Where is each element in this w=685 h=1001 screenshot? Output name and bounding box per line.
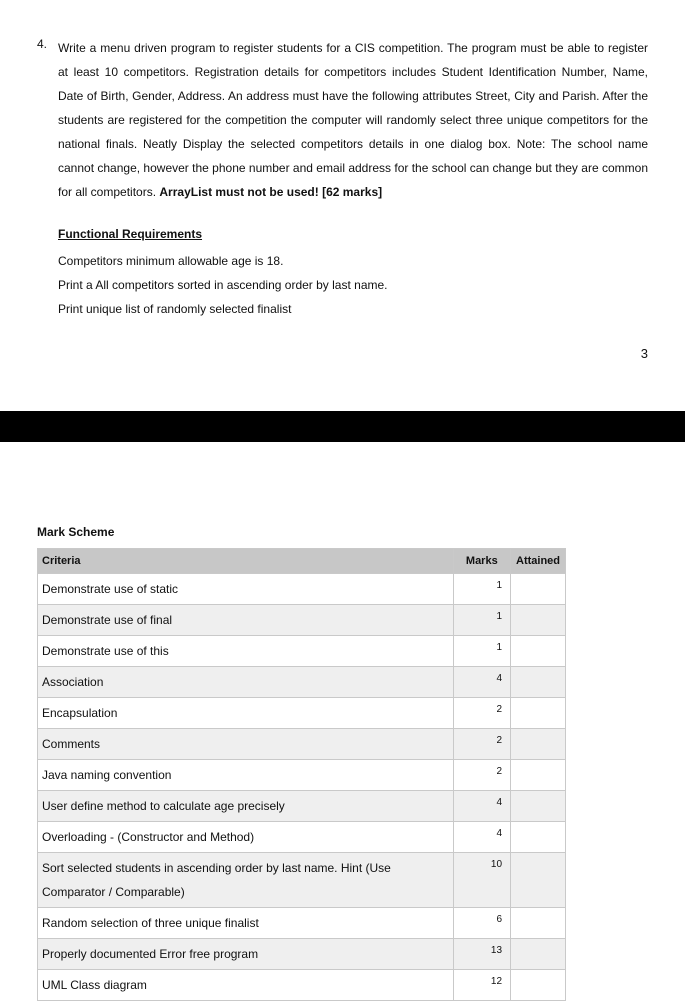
mark-scheme-table — [37, 548, 566, 1001]
marks-cell: 4 — [453, 791, 510, 822]
table-header-row — [38, 549, 566, 574]
table-row — [38, 729, 566, 760]
marks-cell: 1 — [453, 574, 510, 605]
page-divider-band — [0, 411, 685, 442]
table-row — [38, 605, 566, 636]
criteria-cell: Encapsulation — [38, 698, 454, 729]
criteria-cell: Random selection of three unique finalist — [38, 908, 454, 939]
marks-cell: 1 — [453, 605, 510, 636]
criteria-cell: User define method to calculate age precisely — [38, 791, 454, 822]
table-row — [38, 667, 566, 698]
attained-cell[interactable] — [511, 574, 566, 605]
marks-cell: 10 — [453, 853, 510, 908]
attained-cell[interactable] — [511, 791, 566, 822]
table-row — [38, 574, 566, 605]
criteria-cell: Demonstrate use of static — [38, 574, 454, 605]
requirement-item: Print unique list of randomly selected finalist — [58, 302, 292, 316]
attained-cell[interactable] — [511, 729, 566, 760]
attained-cell[interactable] — [511, 636, 566, 667]
marks-cell: 2 — [453, 698, 510, 729]
functional-requirements-list — [58, 249, 388, 321]
table-row — [38, 791, 566, 822]
table-row — [38, 939, 566, 970]
marks-cell: 4 — [453, 667, 510, 698]
attained-cell[interactable] — [511, 760, 566, 791]
criteria-cell: Demonstrate use of final — [38, 605, 454, 636]
criteria-cell: Properly documented Error free program — [38, 939, 454, 970]
marks-cell: 12 — [453, 970, 510, 1001]
marks-cell: 4 — [453, 822, 510, 853]
attained-cell[interactable] — [511, 853, 566, 908]
question-text — [58, 36, 648, 204]
attained-cell[interactable] — [511, 908, 566, 939]
criteria-cell: Demonstrate use of this — [38, 636, 454, 667]
header-marks: Marks — [453, 549, 510, 574]
table-row — [38, 853, 566, 908]
table-row — [38, 822, 566, 853]
table-row — [38, 698, 566, 729]
table-row — [38, 636, 566, 667]
question-marks-note: ArrayList must not be used! [62 marks] — [159, 185, 383, 199]
table-row — [38, 970, 566, 1001]
header-attained: Attained — [511, 549, 566, 574]
marks-cell: 6 — [453, 908, 510, 939]
requirement-item: Competitors minimum allowable age is 18. — [58, 254, 284, 268]
attained-cell[interactable] — [511, 822, 566, 853]
marks-cell: 2 — [453, 760, 510, 791]
functional-requirements-title: Functional Requirements — [58, 227, 203, 241]
attained-cell[interactable] — [511, 667, 566, 698]
attained-cell[interactable] — [511, 698, 566, 729]
attained-cell[interactable] — [511, 939, 566, 970]
question-body: Write a menu driven program to register students for a CIS competition. The program must be able to register at least 10 competitors. Registration details for competitors includes Student Identification Number, Name, Date of Birth, Gender, Address. An address must have the following attributes Street, City and Parish. After the students are registered for the competition the computer will randomly select three unique competitors for the national finals. Neatly Display the selected competitors details in one dialog box. Note: The school name cannot change, however the phone number and email address for the school can change but they are common for all competitors. — [58, 41, 648, 199]
requirement-item: Print a All competitors sorted in ascending order by last name. — [58, 278, 388, 292]
criteria-cell: Overloading - (Constructor and Method) — [38, 822, 454, 853]
table-row — [38, 760, 566, 791]
attained-cell[interactable] — [511, 970, 566, 1001]
criteria-cell: Sort selected students in ascending order by last name. Hint (Use Comparator / Comparable) — [38, 853, 454, 908]
mark-scheme-title: Mark Scheme — [37, 525, 115, 539]
criteria-cell: UML Class diagram — [38, 970, 454, 1001]
marks-cell: 2 — [453, 729, 510, 760]
marks-cell: 1 — [453, 636, 510, 667]
header-criteria: Criteria — [38, 549, 454, 574]
marks-cell: 13 — [453, 939, 510, 970]
question-number: 4. — [37, 37, 48, 51]
criteria-cell: Java naming convention — [38, 760, 454, 791]
attained-cell[interactable] — [511, 605, 566, 636]
criteria-cell: Association — [38, 667, 454, 698]
table-row — [38, 908, 566, 939]
criteria-cell: Comments — [38, 729, 454, 760]
page-number: 3 — [640, 346, 648, 361]
